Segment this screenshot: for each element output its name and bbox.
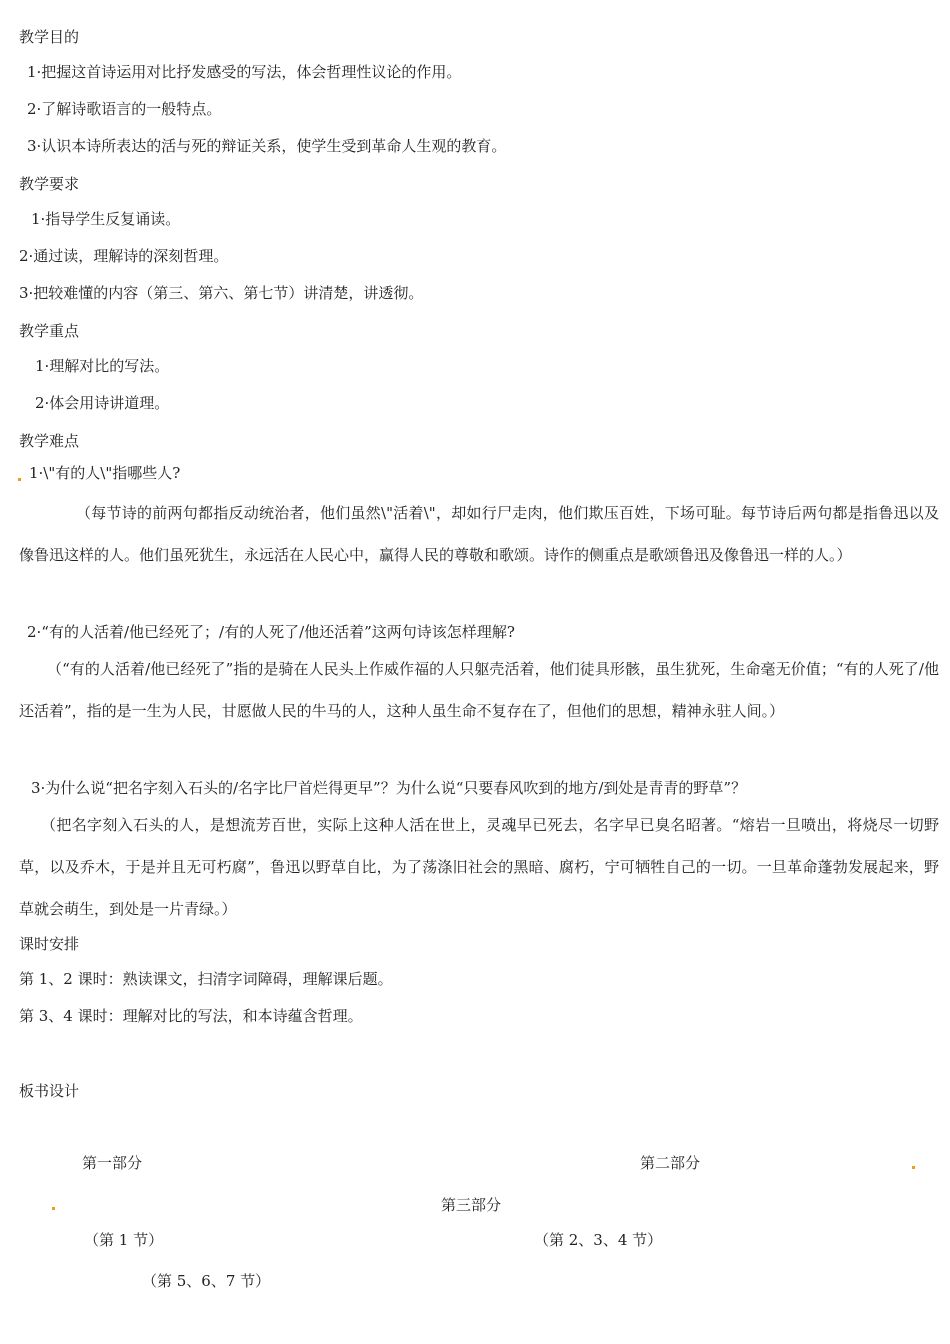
difficulty-question-2: 2·“有的人活着/他已经死了；/有的人死了/他还活着”这两句诗该怎样理解? (27, 623, 515, 641)
schedule-item-1: 第 1、2 课时：熟读课文，扫清字词障碍，理解课后题。 (19, 970, 393, 988)
requirement-item-1: 1·指导学生反复诵读。 (31, 210, 181, 228)
board-part-1: 第一部分 (82, 1154, 143, 1172)
difficulty-question-1: 1·\"有的人\"指哪些人? (29, 464, 181, 482)
key-point-item-2: 2·体会用诗讲道理。 (35, 394, 170, 412)
margin-marker (18, 478, 21, 481)
requirement-item-2: 2·通过读，理解诗的深刻哲理。 (19, 247, 229, 265)
schedule-item-2: 第 3、4 课时：理解对比的写法，和本诗蕴含哲理。 (19, 1007, 363, 1025)
requirement-item-3: 3·把较难懂的内容（第三、第六、第七节）讲清楚，讲透彻。 (19, 284, 424, 302)
margin-marker (912, 1166, 915, 1169)
requirements-heading: 教学要求 (19, 175, 80, 193)
board-heading: 板书设计 (19, 1082, 80, 1100)
difficulty-answer-1: （每节诗的前两句都指反动统治者，他们虽然\"活着\"，却如行尸走肉，他们欺压百姓，下场可耻。每节诗后两句都是指鲁迅以及像鲁迅这样的人。他们虽死犹生，永远活在人民心中，赢得人民的尊敬和歌颂。诗作的侧重点是歌颂鲁迅及像鲁迅一样的人。） (19, 504, 939, 564)
margin-marker (52, 1207, 55, 1210)
objective-item-2: 2·了解诗歌语言的一般特点。 (27, 100, 222, 118)
difficulties-heading: 教学难点 (19, 432, 80, 450)
objectives-heading: 教学目的 (19, 28, 80, 46)
objective-item-3: 3·认识本诗所表达的活与死的辩证关系，使学生受到革命人生观的教育。 (27, 137, 507, 155)
difficulty-answer-2: （“有的人活着/他已经死了”指的是骑在人民头上作威作福的人只躯壳活着，他们徒具形骸，虽生犹死，生命毫无价值；“有的人死了/他还活着”，指的是一生为人民，甘愿做人民的牛马的人，这种人虽生命不复存在了，但他们的思想，精神永驻人间。） (19, 660, 939, 720)
key-point-item-1: 1·理解对比的写法。 (35, 357, 170, 375)
board-section-1: （第 1 节） (84, 1231, 164, 1249)
schedule-heading: 课时安排 (19, 935, 80, 953)
objective-item-1: 1·把握这首诗运用对比抒发感受的写法，体会哲理性议论的作用。 (27, 63, 462, 81)
difficulty-answer-3: （把名字刻入石头的人，是想流芳百世，实际上这种人活在世上，灵魂早已死去，名字早已臭名昭著。“熔岩一旦喷出，将烧尽一切野草，以及乔木，于是并且无可朽腐”，鲁迅以野草自比，为了荡涤旧社会的黑暗、腐朽，宁可牺牲自己的一切。一旦革命蓬勃发展起来，野草就会萌生，到处是一片青绿。） (19, 816, 939, 918)
board-section-3: （第 5、6、7 节） (142, 1272, 271, 1290)
board-part-2: 第二部分 (640, 1154, 701, 1172)
board-part-3: 第三部分 (441, 1196, 502, 1214)
board-section-2: （第 2、3、4 节） (534, 1231, 663, 1249)
difficulty-question-3: 3·为什么说“把名字刻入石头的/名字比尸首烂得更早”？为什么说“只要春风吹到的地方/到处是青青的野草”？ (31, 779, 747, 797)
key-points-heading: 教学重点 (19, 322, 80, 340)
